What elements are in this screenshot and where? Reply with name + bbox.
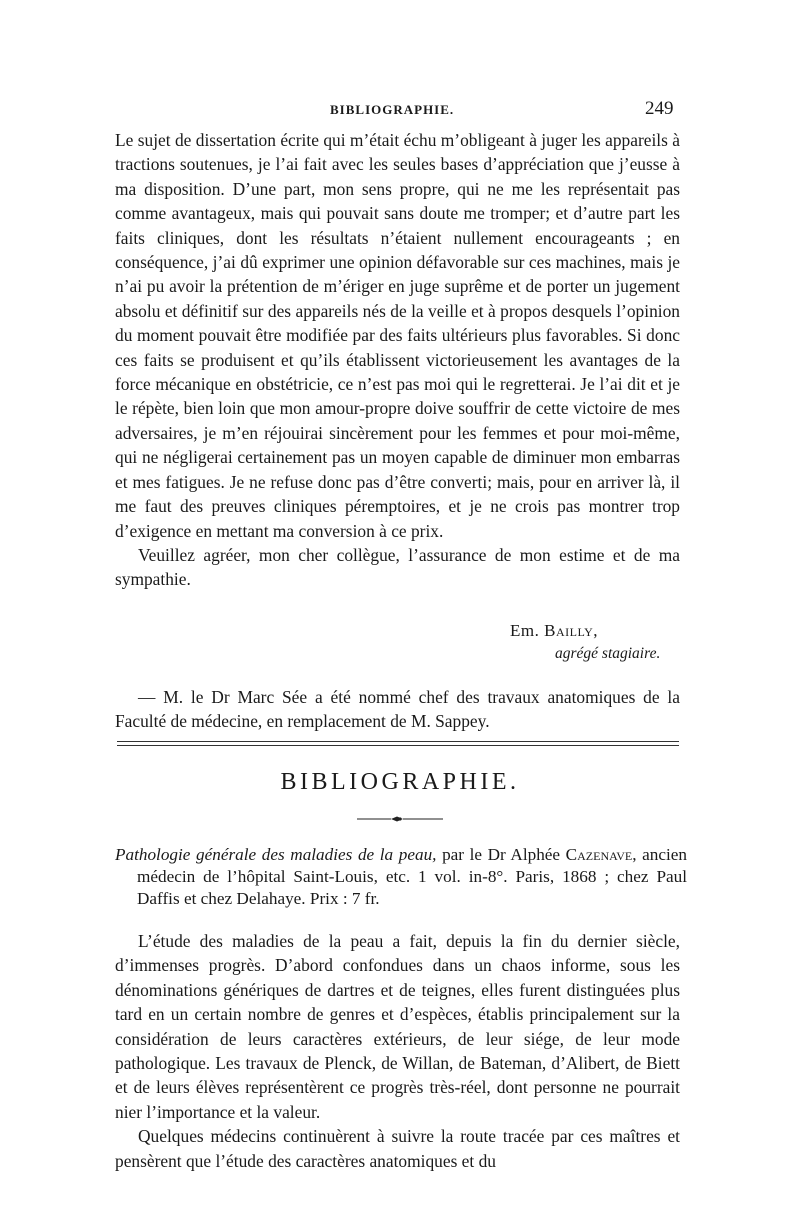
book-citation: [115, 844, 687, 910]
book-author: Cazenave,: [565, 845, 637, 864]
letter-signature: [510, 621, 598, 641]
signer-role: agrégé stagiaire.: [555, 645, 661, 662]
signer-name: Bailly,: [544, 621, 598, 640]
signer-initial: Em.: [510, 621, 545, 640]
citation-by: par le Dr Alphée: [436, 845, 566, 864]
review-paragraph: L’étude des maladies de la peau a fait, depuis la fin du dernier siècle, d’immenses progrès. D’abord confondues dans un chaos informe, sous les dénominations génériques de dartres et de teignes, elles furent distinguées plus tard en un certain nombre de genres et d’espèces, établis principalement sur la considération de leurs caractères extérieurs, de leur siége, de leur mode pathologique. Les travaux de Plenck, de Willan, de Bateman, d’Alibert, de Biett et de leurs élèves représentèrent ce progrès très-réel, dont personne ne pourrait nier l’importance et la valeur.: [115, 931, 680, 1122]
news-text: — M. le Dr Marc Sée a été nommé chef des travaux anatomiques de la Faculté de médecine, en remplacement de M. Sappey.: [115, 687, 680, 732]
section-title: BIBLIOGRAPHIE.: [280, 769, 520, 795]
letter-paragraph: Le sujet de dissertation écrite qui m’était échu m’obligeant à juger les appareils à tractions soutenues, je l’ai fait avec les seules bases d’appréciation que j’eusse à ma disposition. D’une part, mon sens propre, qui ne me les représentait pas comme avantageux, mais qui pouvait sans doute me tromper; et d’autre part les faits cliniques, dont les résultats n’étaient nullement encourageants ; en conséquence, j’ai dû exprimer une opinion défavorable sur ces machines, mais je n’ai pu avoir la prétention de m’ériger en juge suprême et de porter un jugement absolu et définitif sur des appareils nés de la veille et à propos desquels l’opinion du moment pouvait être modifiée par des faits ultérieurs plus favorables. Si donc ces faits se produisent et qu’ils établissent victorieusement les avantages de la force mécanique en obstétricie, ce n’est pas moi qui le regretterai. Je l’ai dit et je le répète, bien loin que mon amour-propre doive souffrir de cette victoire de mes adversaires, je m’en réjouirai sincèrement pour les femmes et pour moi-même, qui ne négligerai certainement pas un moyen capable de diminuer mon embarras et mes fatigues. Je ne refuse donc pas d’être converti; mais, pour en arriver là, il me faut des preuves cliniques péremptoires, et je ne crois pas montrer trop d’exigence en mettant ma conversion à ce prix.: [115, 130, 680, 541]
letter-body: [115, 128, 680, 592]
running-head: [0, 98, 800, 122]
ornament-divider: [357, 815, 443, 823]
citation-entry: [115, 844, 687, 910]
running-head-title: BIBLIOGRAPHIE.: [330, 102, 455, 117]
letter-closing: Veuillez agréer, mon cher collègue, l’assurance de mon estime et de ma sympathie.: [115, 544, 680, 590]
citation-details: ancien médecin de l’hôpital Saint-Louis, etc. 1 vol. in-8°. Paris, 1868 ; chez Paul Daffis et chez Delahaye. Prix : 7 fr.: [137, 845, 688, 908]
review-paragraph-continued: Quelques médecins continuèrent à suivre la route tracée par ces maîtres et pensèrent que l’étude des caractères anatomiques et du: [115, 1126, 680, 1171]
news-item: [115, 685, 680, 734]
section-divider-thin: [117, 745, 679, 746]
book-title: Pathologie générale des maladies de la peau,: [115, 845, 437, 864]
section-divider: [117, 741, 679, 742]
review-body: [115, 929, 680, 1173]
page-number: 249: [645, 98, 674, 119]
